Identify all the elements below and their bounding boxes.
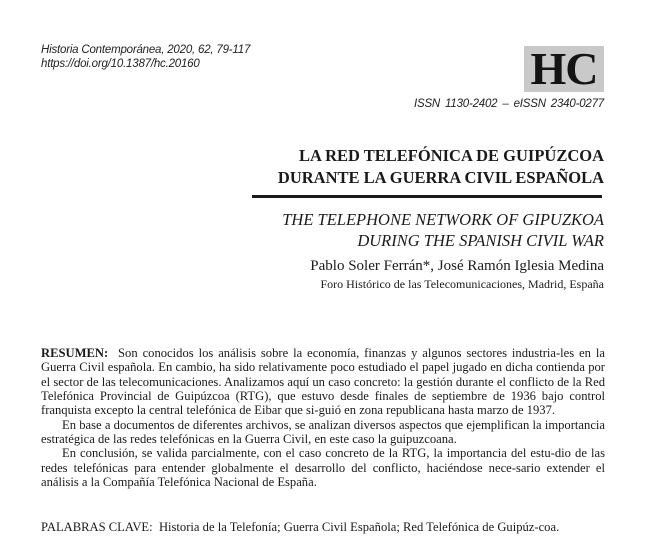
keywords: [41, 520, 605, 534]
abstract-paragraph-1: [41, 346, 605, 418]
abstract-paragraph-2: En base a documentos de diferentes archivos, se analizan diversos aspectos que ejemplifican la importancia estratégica de las redes telefónicas en la Guerra Civil, en este caso la guipuzcoana.: [41, 417, 605, 447]
keywords-label: PALABRAS CLAVE:: [41, 520, 153, 534]
doi-link[interactable]: https://doi.org/10.1387/hc.20160: [41, 58, 200, 70]
article-title-line-1: LA RED TELEFÓNICA DE GUIPÚZCOA: [298, 146, 604, 165]
issn-line: ISSN 1130-2402 – eISSN 2340-0277: [414, 98, 604, 110]
authors: Pablo Soler Ferrán*, José Ramón Iglesia Medina: [310, 258, 604, 274]
journal-logo: HC: [524, 46, 604, 92]
affiliation: Foro Histórico de las Telecomunicaciones, Madrid, España: [320, 277, 604, 291]
abstract: [41, 346, 605, 489]
abstract-label: RESUMEN:: [41, 346, 109, 360]
article-title-english-line-1: THE TELEPHONE NETWORK OF GIPUZKOA: [282, 210, 604, 229]
article-title: [278, 145, 604, 189]
article-title-line-2: DURANTE LA GUERRA CIVIL ESPAÑOLA: [277, 168, 604, 187]
keywords-text: Historia de la Telefonía; Guerra Civil Española; Red Telefónica de Guipúz-coa.: [158, 520, 560, 534]
title-divider: [252, 195, 602, 198]
article-title-english-line-2: DURING THE SPANISH CIVIL WAR: [357, 231, 604, 250]
journal-citation-block: [41, 43, 250, 71]
abstract-paragraph-1-text: Son conocidos los análisis sobre la economía, finanzas y algunos sectores industria-les en la Guerra Civil española. En cambio, ha sido relativamente poco estudiado el papel jugado en dicha contienda por el sector de las telecomunicaciones. Analizamos aquí un caso concreto: la gestión durante el conflicto de la Red Telefónica Provincial de Guipúzcoa (RTG), que estuvo desde finales de septiembre de 1936 bajo control franquista excepto la central telefónica de Eibar que si-guió en zona republicana hasta marzo de 1937.: [41, 346, 605, 418]
abstract-paragraph-3: En conclusión, se valida parcialmente, con el caso concreto de la RTG, la importancia del estu-dio de las redes telefónicas para entender globalmente el desarrollo del conflicto, haciéndose nece-sario extender el análisis a la Compañía Telefónica Nacional de España.: [41, 446, 605, 490]
journal-citation: Historia Contemporánea, 2020, 62, 79-117: [41, 44, 251, 56]
article-title-english: [282, 209, 604, 251]
